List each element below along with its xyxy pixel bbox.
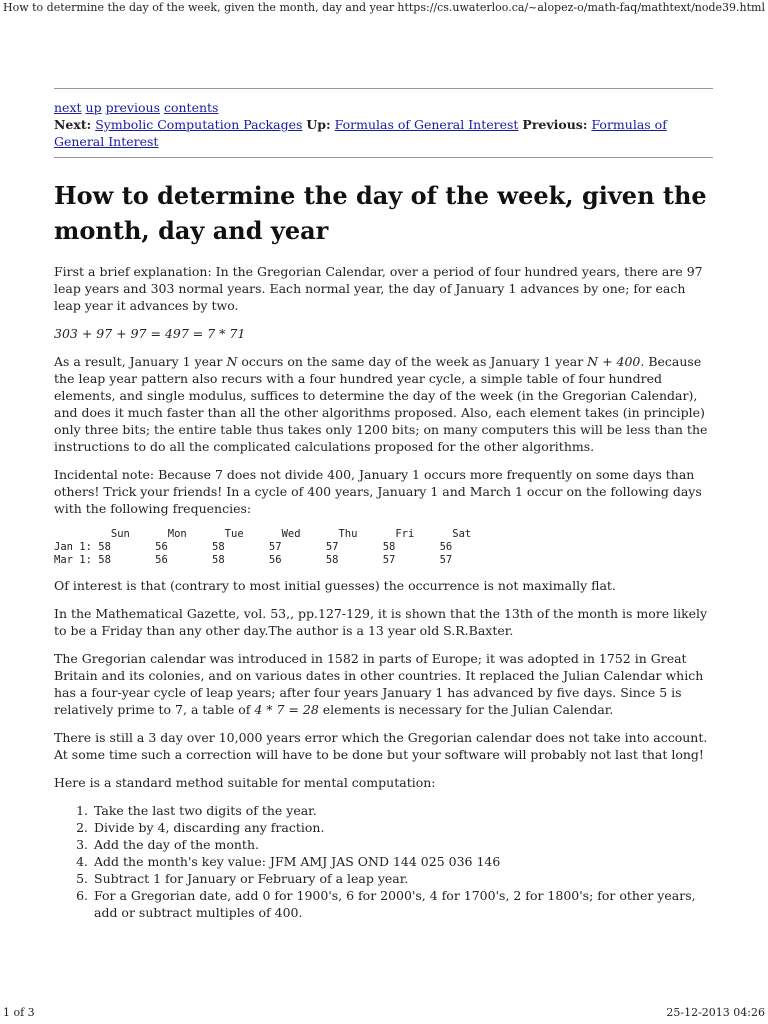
intro-paragraph: First a brief explanation: In the Gregorian Calendar, over a period of four hundred years, there are 97 leap years and 303 normal years. Each normal year, the day of January 1 advances by one; for each leap year it advances by two.	[54, 264, 703, 313]
cycle-text-a: As a result, January 1 year	[54, 354, 227, 369]
cycle-paragraph	[54, 353, 713, 455]
up-page-link[interactable]: Formulas of General Interest	[334, 117, 519, 132]
gazette-paragraph: In the Mathematical Gazette, vol. 53,, pp.127-129, it is shown that the 13th of the month is more likely to be a Friday than any other day.The author is a 13 year old S.R.Baxter.	[54, 606, 708, 638]
history-text-b: elements is necessary for the Julian Calendar.	[318, 702, 614, 717]
print-header-title: How to determine the day of the week, given the month, day and year	[3, 1, 395, 14]
next-page-link[interactable]: Symbolic Computation Packages	[95, 117, 303, 132]
incidental-note-paragraph: Incidental note: Because 7 does not divide 400, January 1 occurs more frequently on some days than others! Trick your friends! In a cycle of 400 years, January 1 and March 1 occur on the following days with the following frequencies:	[54, 467, 702, 516]
nav-contents-link[interactable]: contents	[163, 100, 219, 115]
math-n: N	[226, 354, 238, 369]
nav-previous-link[interactable]: previous	[105, 100, 160, 115]
gregorian-history-paragraph	[54, 650, 713, 718]
frequency-table: Sun Mon Tue Wed Thu Fri Sat Jan 1: 58 56 58 57 57 58 56 Mar 1: 58 56 58 56 58 57 57	[54, 528, 472, 566]
cycle-text-c: . Because the leap year pattern also recurs with a four hundred year cycle, a simple table of four hundred elements, and single modulus, suffices to determine the day of the week (in the Gregorian Calendar), and does it much faster than all the other algorithms proposed. Also, each element takes (in principle) only three bits; the entire table thus takes only 1200 bits; on many computers this will be less than the instructions to do all the complicated calculations proposed for the other algorithms.	[54, 354, 708, 454]
nav-next-link[interactable]: next	[54, 100, 82, 115]
page-content	[54, 88, 713, 921]
method-step: 2. Divide by 4, discarding any fraction.	[92, 819, 713, 836]
bottom-divider	[54, 157, 713, 158]
history-text-a: The Gregorian calendar was introduced in 1582 in parts of Europe; it was adopted in 1752 in Great Britain and its colonies, and on various dates in other countries. It replaced the Julian Calendar which has a four-year cycle of leap years; after four years January 1 has advanced by five days. Since 5 is relatively prime to 7, a table of	[54, 651, 704, 717]
previous-page-link[interactable]: Formulas of General Interest	[54, 117, 667, 149]
error-paragraph: There is still a 3 day over 10,000 years error which the Gregorian calendar does not take into account. At some time such a correction will have to be done but your software will probably not last that long!	[54, 730, 708, 762]
print-datetime: 25-12-2013 04:26	[666, 1006, 765, 1019]
print-footer	[0, 1006, 768, 1024]
method-step: 1. Take the last two digits of the year.	[92, 802, 713, 819]
print-header	[0, 0, 768, 18]
nav-up-link[interactable]: up	[85, 100, 102, 115]
cycle-text-b: occurs on the same day of the week as January 1 year	[237, 354, 588, 369]
flatness-paragraph: Of interest is that (contrary to most initial guesses) the occurrence is not maximally flat.	[54, 578, 616, 593]
method-intro-paragraph: Here is a standard method suitable for mental computation:	[54, 775, 436, 790]
method-step: 4. Add the month's key value: JFM AMJ JAS OND 144 025 036 146	[92, 853, 713, 870]
page-number: 1 of 3	[3, 1006, 35, 1019]
up-label: Up:	[306, 117, 331, 132]
page-title: How to determine the day of the week, given the month, day and year	[54, 181, 707, 245]
method-step: 6. For a Gregorian date, add 0 for 1900's, 6 for 2000's, 4 for 1700's, 2 for 1800's; for other years, add or subtract multiples of 400.	[92, 887, 713, 921]
method-step: 5. Subtract 1 for January or February of a leap year.	[92, 870, 713, 887]
print-header-url: https://cs.uwaterloo.ca/~alopez-o/math-faq/mathtext/node39.html	[397, 1, 765, 14]
previous-label: Previous:	[522, 117, 588, 132]
method-step: 3. Add the day of the month.	[92, 836, 713, 853]
equation: 303 + 97 + 97 = 497 = 7 * 71	[54, 326, 246, 341]
navigation-bar	[54, 89, 713, 157]
math-julian-table: 4 * 7 = 28	[254, 702, 319, 717]
method-steps-list	[54, 802, 713, 921]
math-n-plus-400: N + 400	[587, 354, 641, 369]
next-label: Next:	[54, 117, 92, 132]
